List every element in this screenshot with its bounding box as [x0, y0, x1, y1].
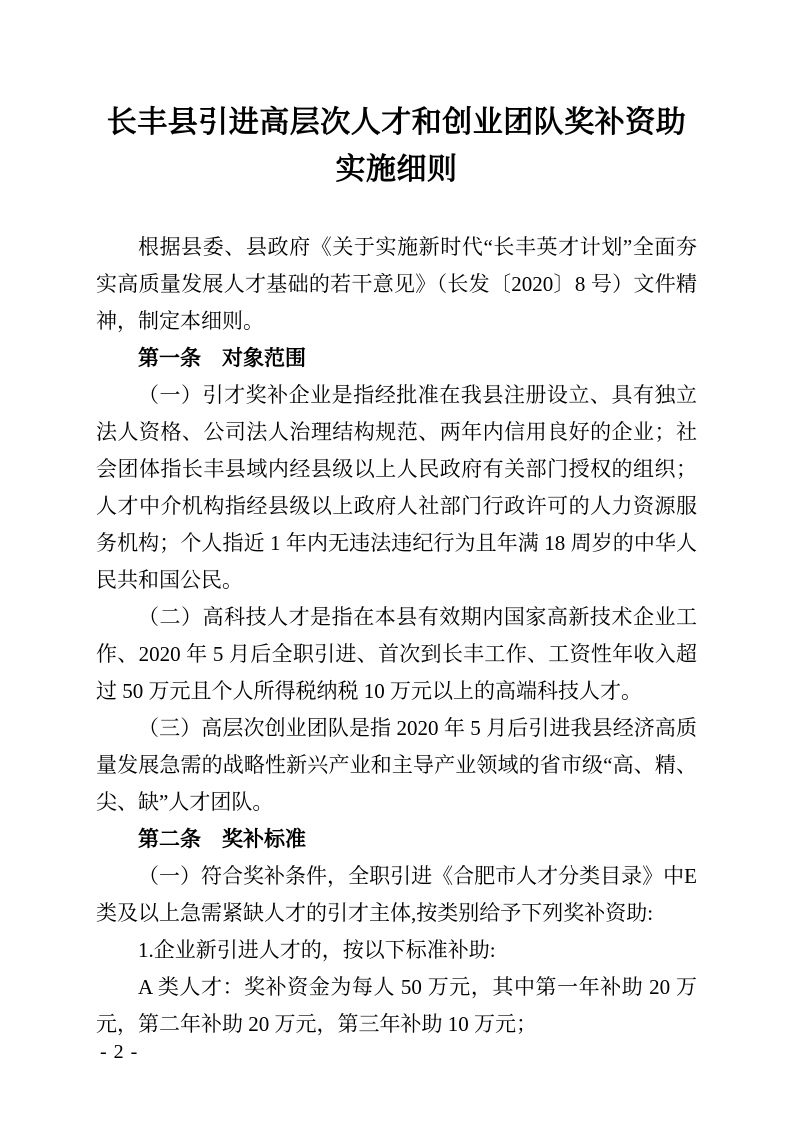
- article-2-subitem-1-paragraph: 1.企业新引进人才的，按以下标准补助:: [138, 938, 496, 962]
- document-title: [96, 99, 697, 193]
- article-1-item-2-paragraph: （二）高科技人才是指在本县有效期内国家高新技术企业工作、2020 年 5 月后全职引进、首次到长丰工作、工资性年收入超过 50 万元且个人所得税纳税 10 万元以上的高端科技人才。: [96, 605, 697, 703]
- document-title-line-1: 长丰县引进高层次人才和创业团队奖补资助: [106, 106, 687, 139]
- document-body: [96, 229, 697, 1043]
- intro-paragraph: 根据县委、县政府《关于实施新时代“长丰英才计划”全面夯实高质量发展人才基础的若干意见》（长发〔2020〕8 号）文件精神，制定本细则。: [96, 235, 697, 333]
- page-number: - 2 -: [100, 1041, 139, 1063]
- document-title-line-2: 实施细则: [335, 153, 458, 186]
- article-2-class-a-paragraph: A 类人才：奖补资金为每人 50 万元，其中第一年补助 20 万元，第二年补助 20 万元，第三年补助 10 万元；: [96, 975, 697, 1036]
- article-2-item-1-paragraph: （一）符合奖补条件，全职引进《合肥市人才分类目录》中E类及以上急需紧缺人才的引才主体,按类别给予下列奖补资助:: [96, 864, 697, 925]
- article-1-item-1-paragraph: （一）引才奖补企业是指经批准在我县注册设立、具有独立法人资格、公司法人治理结构规范、两年内信用良好的企业；社会团体指长丰县域内经县级以上人民政府有关部门授权的组织；人才中介机构指经县级以上政府人社部门行政许可的人力资源服务机构；个人指近 1 年内无违法违纪行为且年满 18 周岁的中华人民共和国公民。: [96, 383, 697, 592]
- article-1-item-3-paragraph: （三）高层次创业团队是指 2020 年 5 月后引进我县经济高质量发展急需的战略性新兴产业和主导产业领域的省市级“高、精、尖、缺”人才团队。: [96, 716, 697, 814]
- document-content: [96, 99, 697, 1043]
- section-heading-article-2: 第二条 奖补标准: [138, 828, 306, 851]
- section-heading-article-1: 第一条 对象范围: [138, 347, 306, 370]
